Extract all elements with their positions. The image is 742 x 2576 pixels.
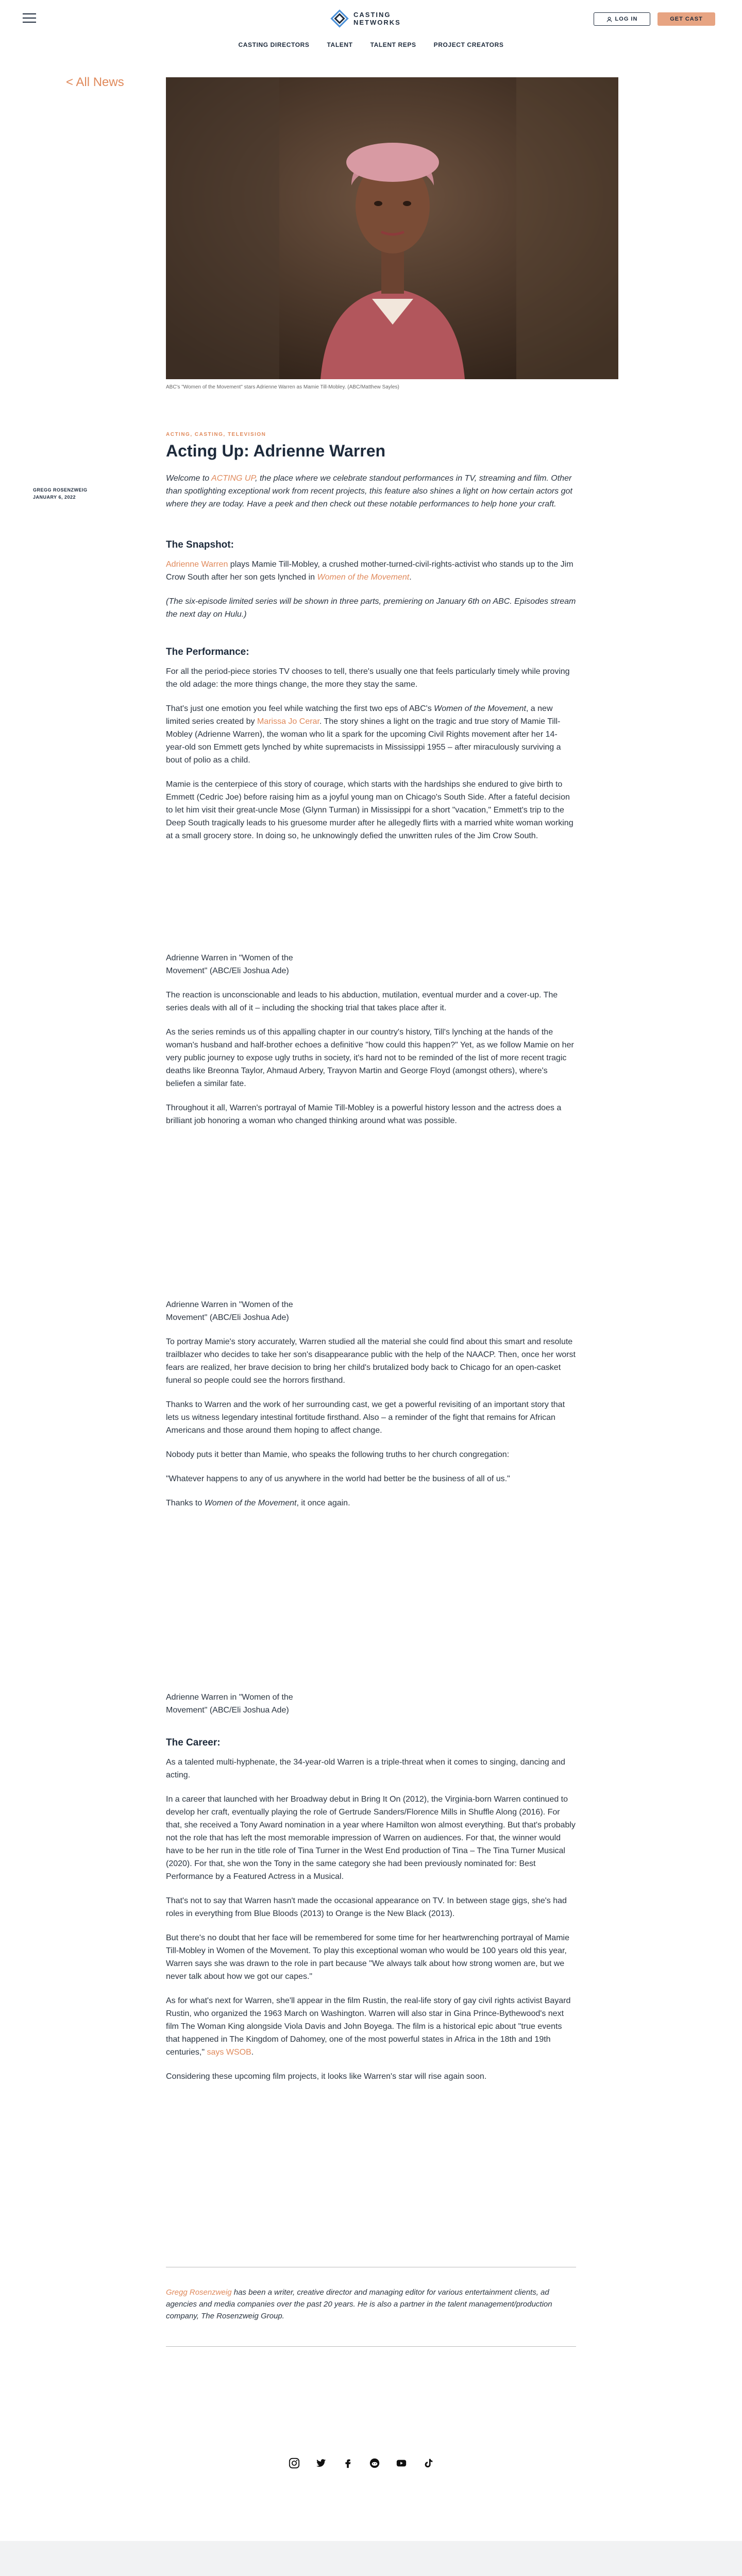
career-heading: The Career: — [166, 1737, 221, 1748]
author-bio — [166, 2286, 576, 2322]
perf-paragraph-7: To portray Mamie's story accurately, Warren studied all the material she could find about this smart and resolute trailblazer who decides to take her son's disappearance public with the help of the NAACP. Then, once her worst fears are realized, her brave decision to bring her child's brutalized body back to Chicago for an open-casket funeral so people could see the horrors firsthand. — [166, 1337, 576, 1385]
snapshot-heading: The Snapshot: — [166, 539, 234, 550]
nav-project-creators[interactable]: PROJECT CREATORS — [433, 41, 504, 48]
perf-paragraph-4: The reaction is unconscionable and leads to his abduction, mutilation, eventual murder and a cover-up. The series deals with all of it – including the shocking trial that takes place after it. — [166, 991, 558, 1012]
twitter-icon[interactable] — [315, 2458, 327, 2469]
back-to-news-link[interactable]: < All News — [66, 75, 124, 89]
author-name: GREGG ROSENZWEIG — [33, 487, 88, 493]
snapshot-paragraph — [166, 558, 576, 584]
perf-paragraph-9: Nobody puts it better than Mamie, who speaks the following truths to her church congregation: — [166, 1450, 510, 1459]
perf-paragraph-1: For all the period-piece stories TV chooses to tell, there's usually one that feels particularly timely while proving the old adage: the more things change, the more they stay the same. — [166, 667, 570, 689]
perf-paragraph-10: "Whatever happens to any of us anywhere in the world had better be the business of all of us." — [166, 1475, 510, 1483]
embedded-image-placeholder-2 — [166, 1139, 576, 1298]
author-bio-text: has been a writer, creative director and managing editor for various entertainment clients, ad agencies and media companies over the past 20 years. He is also a partner in the talent management/production company, The Rosenzweig Group. — [166, 2288, 552, 2320]
creator-link[interactable]: Marissa Jo Cerar — [257, 717, 319, 726]
nav-casting-directors[interactable]: CASTING DIRECTORS — [238, 41, 310, 48]
hero-portrait-illustration — [166, 77, 618, 379]
perf-p2-b: , a new limited series created by — [166, 704, 553, 726]
perf-p2-a: That's just one emotion you feel while watching the first two eps of ABC's — [166, 704, 434, 713]
author-bio-link[interactable]: Gregg Rosenzweig — [166, 2288, 232, 2297]
youtube-icon[interactable] — [396, 2458, 407, 2469]
perf-paragraph-8: Thanks to Warren and the work of her surrounding cast, we get a powerful revisiting of an important story that lets us witness legendary intestinal fortitude firsthand. Also – a reminder of the fight that remains for African Americans and those around them hoping to affect change. — [166, 1400, 565, 1435]
article-meta — [33, 486, 115, 501]
performance-heading: The Performance: — [166, 647, 249, 657]
image-caption-1: Adrienne Warren in "Women of the Movement" (ABC/Eli Joshua Ade) — [166, 954, 293, 975]
hero-caption: ABC's "Women of the Movement" stars Adrienne Warren as Mamie Till-Mobley. (ABC/Matthew Sayles) — [166, 384, 399, 390]
intro-text-b: , the place where we celebrate standout performances in TV, streaming and film. Other than spotlighting exceptional work from recent projects, this feature also shines a light on how certain actors got where they are today. Have a peek and then check out these notable performances to help hone your craft. — [166, 474, 572, 509]
login-label: LOG IN — [615, 16, 638, 22]
perf-paragraph-6: Throughout it all, Warren's portrayal of Mamie Till-Mobley is a powerful history lesson and the actress does a brilliant job honoring a woman who changed thinking around what was possible. — [166, 1104, 562, 1125]
snapshot-end: . — [409, 573, 412, 582]
logo-line1: CASTING — [353, 11, 391, 19]
perf-p11-a: Thanks to — [166, 1499, 205, 1507]
career-paragraph-3: That's not to say that Warren hasn't made the occasional appearance on TV. In between stage gigs, she's had roles in everything from Blue Bloods (2013) to Orange is the New Black (2013). — [166, 1896, 567, 1918]
hero-image — [166, 77, 618, 379]
image-caption-2: Adrienne Warren in "Women of the Movement" (ABC/Eli Joshua Ade) — [166, 1300, 293, 1322]
career-paragraph-1: As a talented multi-hyphenate, the 34-year-old Warren is a triple-threat when it comes to singing, dancing and acting. — [166, 1758, 565, 1780]
perf-paragraph-2 — [166, 702, 576, 767]
career-paragraph-5 — [166, 1994, 576, 2059]
user-icon — [606, 16, 612, 22]
perf-paragraph-5: As the series reminds us of this appalling chapter in our country's history, Till's lynching at the hands of the woman's husband and half-brother echoes a definitive "how could this happen?" Yet, as we follow Mamie on her very public journey to expose ugly truths in society, it's hard not to be reminded of the list of more recent tragic deaths like Breonna Taylor, Ahmaud Arbery, Trayvon Martin and George Floyd (amongst others), where's beliefen a similar fate. — [166, 1028, 574, 1088]
facebook-icon[interactable] — [342, 2458, 353, 2469]
women-of-movement-link[interactable]: Women of the Movement — [317, 573, 410, 582]
perf-paragraph-3: Mamie is the centerpiece of this story of courage, which starts with the hardships she endured to give birth to Emmett (Cedric Joe) before raising him as a joyful young man on Chicago's South Side. After a fateful decision to let him visit their great-uncle Mose (Glynn Turman) in Mississippi for a short "vacation," Emmett's trip to the Deep South tragically leads to his gruesome murder after he allegedly flirts with a married white woman working at a small grocery store. In doing so, he unknowingly defied the unwritten rules of the Jim Crow South. — [166, 780, 574, 840]
perf-p2-italic: Women of the Movement — [434, 704, 526, 713]
snapshot-text: plays Mamie Till-Mobley, a crushed mother-turned-civil-rights-activist who stands up to the Jim Crow South after her son gets lynched in — [166, 560, 574, 582]
intro-text-a: Welcome to — [166, 474, 212, 483]
adrienne-warren-link[interactable]: Adrienne Warren — [166, 560, 228, 569]
career-paragraph-2: In a career that launched with her Broadway debut in Bring It On (2012), the Virginia-born Warren continued to develop her craft, eventually playing the role of Gertrude Sanders/Florence Mills in Shuffle Along (2016). For that, she received a Tony Award nomination in a year where Hamilton won almost everything. But that's probably not the role that has left the most memorable impression of Warren on audiences. For that, the winner would have to be her run in the title role of Tina Turner in the West End production of Tina – The Tina Turner Musical (2020). For that, she won the Tony in the same category she had been previously nominated for: Best Performance by a Featured Actress in a Musical. — [166, 1795, 576, 1881]
embedded-image-placeholder-1 — [166, 854, 576, 952]
article-body — [166, 432, 576, 2094]
main-nav — [0, 41, 742, 48]
logo-mark-icon — [330, 9, 349, 28]
instagram-icon[interactable] — [289, 2458, 300, 2469]
logo-line2: NETWORKS — [353, 19, 401, 26]
perf-p2-c: . The story shines a light on the tragic and true story of Mamie Till-Mobley (Adrienne Warren), the woman who lit a spark for the upcoming Civil Rights movement after her 14-year-old son Emmett gets lynched by white supremacists in Mississippi 1955 – after miraculously surviving a bout of polio as a child. — [166, 717, 561, 765]
publish-date: JANUARY 6, 2022 — [33, 495, 76, 500]
intro-paragraph — [166, 472, 576, 511]
article-categories[interactable]: ACTING, CASTING, TELEVISION — [166, 432, 266, 437]
career-paragraph-4: But there's no doubt that her face will be remembered for some time for her heartwrenching portrayal of Mamie Till-Mobley in Women of the Movement. To play this exceptional woman who would be 100 years old this year, Warren says she was drawn to the role in part because "We always talk about how strong women are, but we never talk about how we got our capes." — [166, 1934, 569, 1981]
career-paragraph-6: Considering these upcoming film projects, it looks like Warren's star will rise again soon. — [166, 2072, 487, 2081]
menu-icon[interactable] — [23, 13, 36, 23]
logo-text — [353, 11, 401, 26]
site-header — [0, 0, 742, 57]
acting-up-link[interactable]: ACTING UP — [211, 474, 256, 483]
logo[interactable] — [330, 7, 412, 30]
article-title: Acting Up: Adrienne Warren — [166, 442, 386, 460]
perf-p11-italic: Women of the Movement — [204, 1499, 297, 1507]
career-p5-b: . — [251, 2048, 254, 2057]
snapshot-note: (The six-episode limited series will be shown in three parts, premiering on January 6th on ABC. Episodes stream the next day on Hulu.) — [166, 597, 576, 619]
nav-talent[interactable]: TALENT — [327, 41, 353, 48]
embedded-image-placeholder-3 — [166, 1521, 576, 1691]
tiktok-icon[interactable] — [423, 2458, 434, 2469]
career-p5-a: As for what's next for Warren, she'll appear in the film Rustin, the real-life story of gay civil rights activist Bayard Rustin, who organized the 1963 March on Washington. Warren will also star in Gina Prince-Bythewood's next film The Woman King alongside Viola Davis and John Boyega. The film is a historical epic about "true events that happened in The Kingdom of Dahomey, one of the most powerful states in Africa in the 18th and 19th centuries," — [166, 1996, 571, 2057]
source-link[interactable]: says WSOB — [207, 2048, 251, 2057]
get-cast-button[interactable]: GET CAST — [657, 12, 715, 26]
perf-paragraph-11 — [166, 1497, 576, 1510]
article-social-links — [289, 2458, 434, 2469]
image-caption-3: Adrienne Warren in "Women of the Movement" (ABC/Eli Joshua Ade) — [166, 1693, 293, 1715]
bio-divider-bottom — [166, 2346, 576, 2347]
newsletter-section — [0, 2541, 742, 2576]
perf-p11-b: , it once again. — [296, 1499, 350, 1507]
login-button[interactable] — [594, 12, 650, 26]
nav-talent-reps[interactable]: TALENT REPS — [370, 41, 416, 48]
reddit-icon[interactable] — [369, 2458, 380, 2469]
